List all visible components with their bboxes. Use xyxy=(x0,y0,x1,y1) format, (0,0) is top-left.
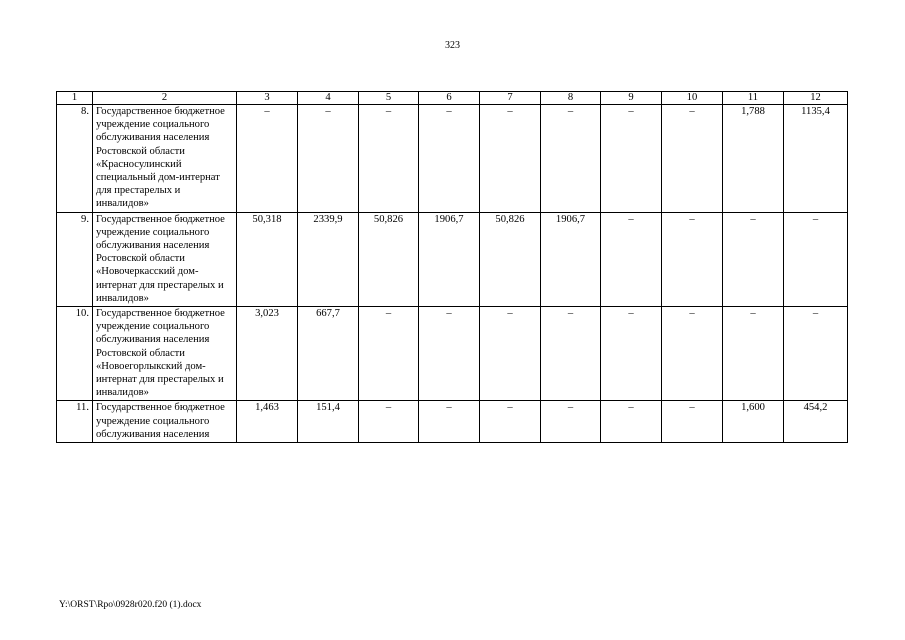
column-header-3: 3 xyxy=(237,92,298,105)
value-cell: – xyxy=(419,105,480,213)
value-cell: – xyxy=(662,212,723,306)
page-number: 323 xyxy=(445,40,460,51)
value-cell: 50,826 xyxy=(480,212,541,306)
value-cell: 1135,4 xyxy=(784,105,848,213)
value-cell: – xyxy=(662,307,723,401)
value-cell: – xyxy=(359,307,419,401)
institution-name: Государственное бюджетное учреждение социального обслуживания населения Ростовской области «Новоегорлыкский дом-интернат для престарелых и инвалидов» xyxy=(93,307,237,401)
value-cell: – xyxy=(480,307,541,401)
column-header-2: 2 xyxy=(93,92,237,105)
table-row xyxy=(57,105,848,213)
row-number: 10. xyxy=(57,307,93,401)
value-cell: – xyxy=(662,401,723,443)
value-cell: 1906,7 xyxy=(419,212,480,306)
file-path-footer: Y:\ORST\Rpo\0928r020.f20 (1).docx xyxy=(59,600,202,610)
column-header-11: 11 xyxy=(723,92,784,105)
value-cell: – xyxy=(480,105,541,213)
value-cell: – xyxy=(359,105,419,213)
value-cell: – xyxy=(723,212,784,306)
value-cell: 1906,7 xyxy=(541,212,601,306)
institution-name: Государственное бюджетное учреждение социального обслуживания населения Ростовской области «Красносулинский специальный дом-интернат для престарелых и инвалидов» xyxy=(93,105,237,213)
value-cell: – xyxy=(601,401,662,443)
column-header-7: 7 xyxy=(480,92,541,105)
column-header-8: 8 xyxy=(541,92,601,105)
row-number: 11. xyxy=(57,401,93,443)
value-cell: – xyxy=(541,105,601,213)
column-header-4: 4 xyxy=(298,92,359,105)
value-cell: – xyxy=(784,212,848,306)
table-row xyxy=(57,212,848,306)
value-cell: 50,826 xyxy=(359,212,419,306)
row-number: 8. xyxy=(57,105,93,213)
value-cell: – xyxy=(419,401,480,443)
column-header-5: 5 xyxy=(359,92,419,105)
data-table xyxy=(56,91,848,443)
table-row xyxy=(57,401,848,443)
value-cell: – xyxy=(601,105,662,213)
column-header-10: 10 xyxy=(662,92,723,105)
value-cell: 1,463 xyxy=(237,401,298,443)
value-cell: – xyxy=(601,307,662,401)
value-cell: 1,600 xyxy=(723,401,784,443)
value-cell: – xyxy=(298,105,359,213)
institution-name: Государственное бюджетное учреждение социального обслуживания населения xyxy=(93,401,237,443)
value-cell: – xyxy=(541,401,601,443)
value-cell: – xyxy=(662,105,723,213)
institution-name: Государственное бюджетное учреждение социального обслуживания населения Ростовской области «Новочеркасский дом-интернат для престарелых и инвалидов» xyxy=(93,212,237,306)
value-cell: 2339,9 xyxy=(298,212,359,306)
table-row xyxy=(57,307,848,401)
column-header-12: 12 xyxy=(784,92,848,105)
value-cell: 454,2 xyxy=(784,401,848,443)
column-header-1: 1 xyxy=(57,92,93,105)
value-cell: 151,4 xyxy=(298,401,359,443)
value-cell: – xyxy=(419,307,480,401)
value-cell: 667,7 xyxy=(298,307,359,401)
value-cell: – xyxy=(359,401,419,443)
value-cell: – xyxy=(601,212,662,306)
column-header-6: 6 xyxy=(419,92,480,105)
value-cell: – xyxy=(723,307,784,401)
value-cell: – xyxy=(480,401,541,443)
table-header-row xyxy=(57,92,848,105)
value-cell: – xyxy=(541,307,601,401)
value-cell: 1,788 xyxy=(723,105,784,213)
value-cell: 50,318 xyxy=(237,212,298,306)
column-header-9: 9 xyxy=(601,92,662,105)
value-cell: 3,023 xyxy=(237,307,298,401)
row-number: 9. xyxy=(57,212,93,306)
value-cell: – xyxy=(784,307,848,401)
value-cell: – xyxy=(237,105,298,213)
